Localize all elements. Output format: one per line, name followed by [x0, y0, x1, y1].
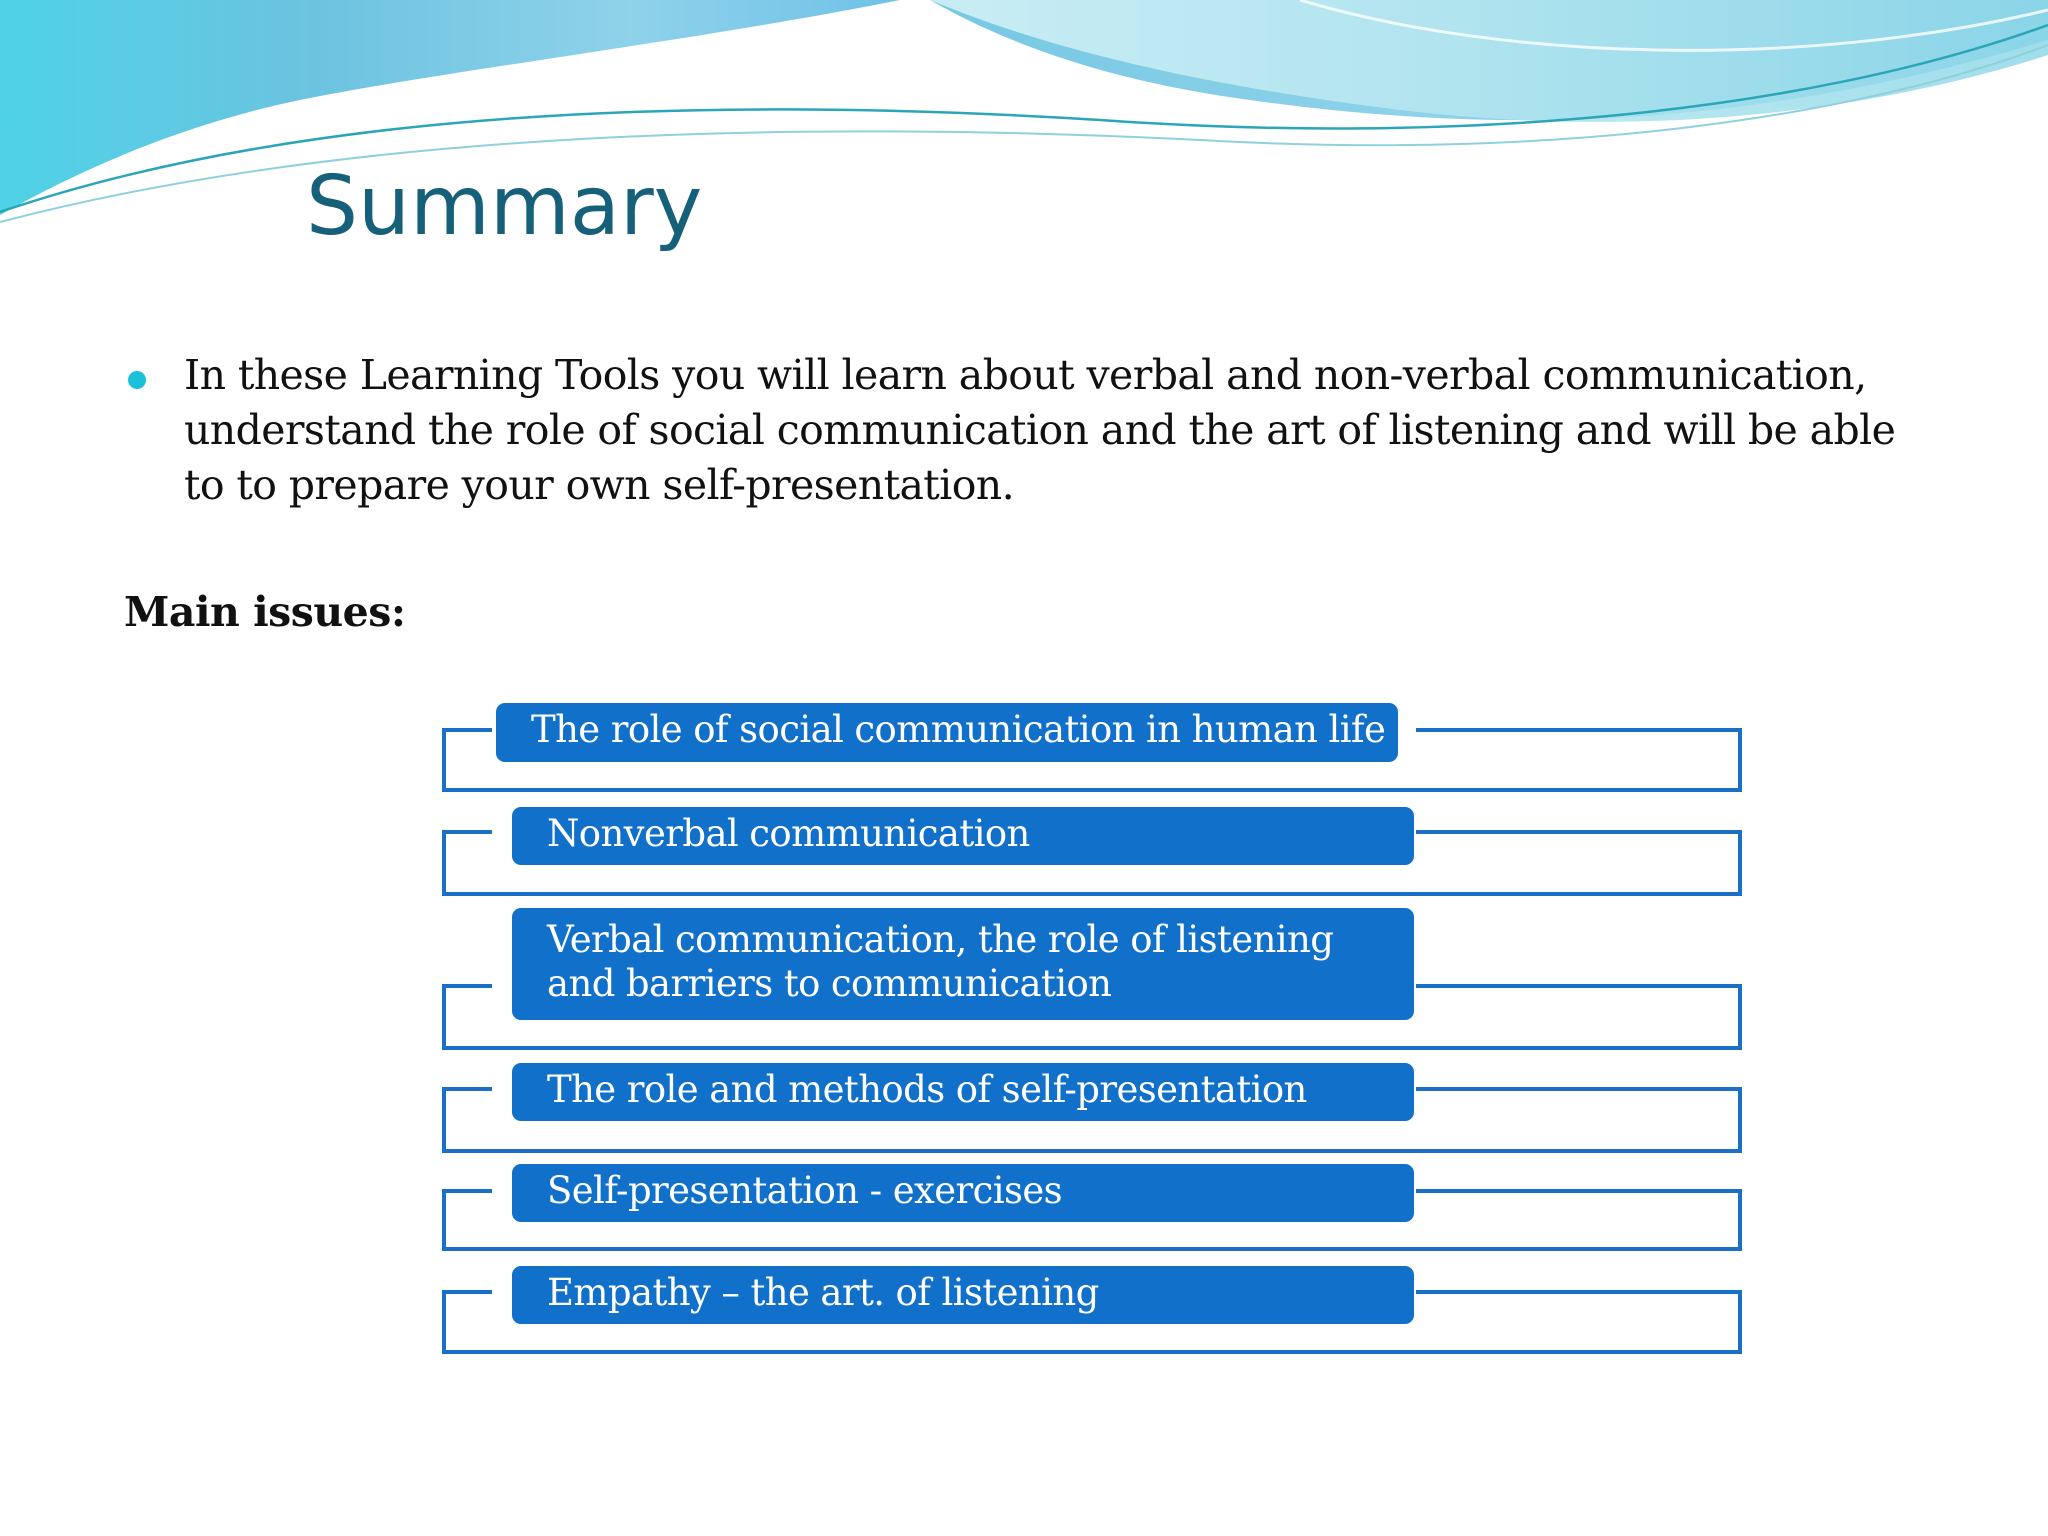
bullet-icon: [128, 371, 146, 389]
issue-item: Empathy – the art. of listening: [512, 1266, 1414, 1324]
issue-item: Verbal communication, the role of listening and barriers to communication: [512, 908, 1414, 1020]
issue-item: Nonverbal communication: [512, 807, 1414, 865]
intro-text: In these Learning Tools you will learn about verbal and non-verbal communication, understand the role of social communication and the art of listening and will be able to to prepare your own self-presentation.: [184, 351, 1896, 509]
issue-item: Self-presentation - exercises: [512, 1164, 1414, 1222]
issue-item: The role and methods of self-presentation: [512, 1063, 1414, 1121]
issue-item: The role of social communication in human life: [496, 703, 1398, 762]
slide-title: Summary: [306, 159, 703, 254]
issues-heading: Main issues:: [124, 588, 406, 636]
